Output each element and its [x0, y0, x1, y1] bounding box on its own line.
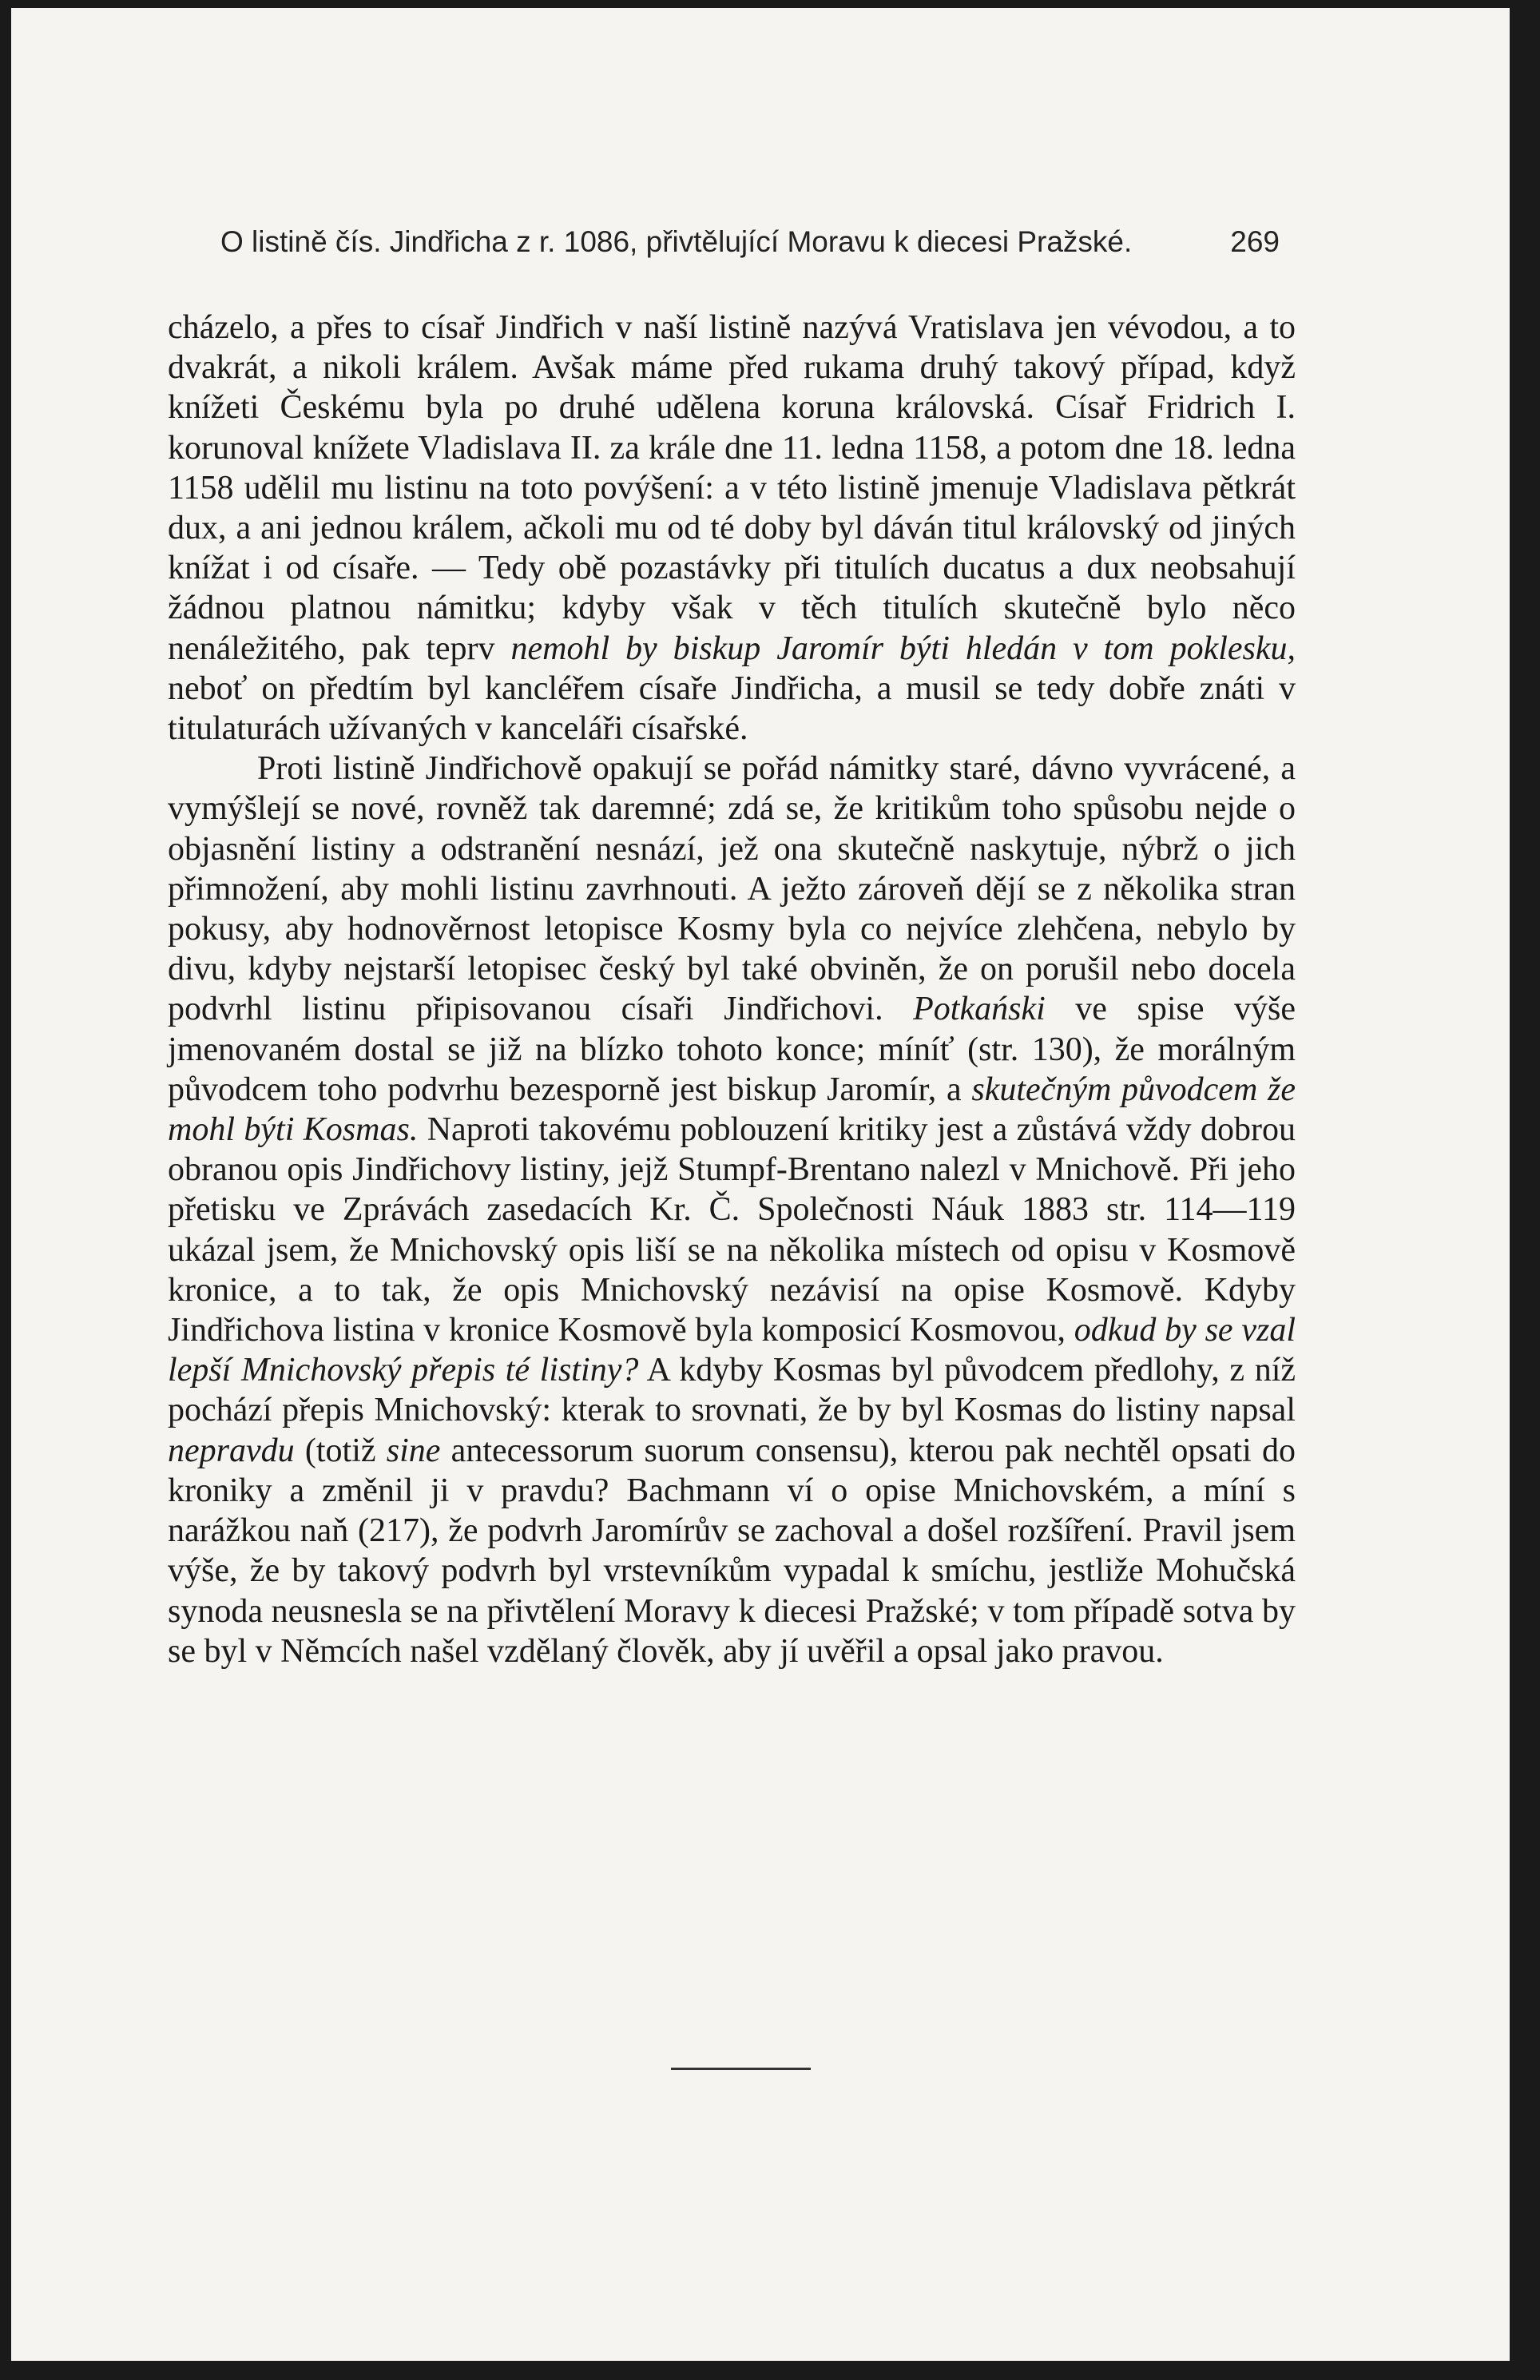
page-number: 269: [1230, 225, 1280, 258]
paragraph-2-italic-2: skutečným původcem že mohl býti Kosmas.: [168, 1071, 1296, 1149]
paragraph-1-text-b: neboť on předtím byl kancléřem císaře Jindřicha, a musil se tedy dobře znáti v titulaturách užívaných v kanceláři císařské.: [168, 669, 1296, 748]
paragraph-2-text-b: ve spise výše jmenovaném dostal se již na blízko tohoto konce; míníť (str. 130), že morálným původcem toho podvrhu bezesporně jest biskup Jaromír, a: [168, 991, 1296, 1108]
end-rule: [671, 2068, 811, 2070]
running-header: [220, 225, 1280, 259]
paragraph-1: [168, 308, 1296, 749]
header-title: O listině čís. Jindřicha z r. 1086, přivtělující Moravu k diecesi Pražské.: [220, 225, 1133, 258]
paragraph-2-text-c: Naproti takovému poblouzení kritiky jest a zůstává vždy dobrou obranou opis Jindřichovy listiny, jejž Stumpf-Brentano nalezl v Mnichově. Při jeho přetisku ve Zprávách zasedacích Kr. Č. Společnosti Náuk 1883 str. 114—119 ukázal jsem, že Mnichovský opis liší se na několika místech od opisu v Kosmově kronice, a to tak, že opis Mnichovský nezávisí na opise Kosmově. Kdyby Jindřichova listina v kronice Kosmově byla komposicí Kosmovou,: [168, 1111, 1296, 1349]
paragraph-2-italic-5: sine: [386, 1432, 441, 1469]
paragraph-2-italic-1: Potkański: [913, 991, 1046, 1028]
paragraph-2-text-d: A kdyby Kosmas byl původcem předlohy, z níž pochází přepis Mnichovský: kterak to srovnati, že by byl Kosmas do listiny napsal: [168, 1352, 1296, 1429]
paragraph-2-text-a: Proti listině Jindřichově opakují se pořád námitky staré, dávno vyvrácené, a vymýšlejí se nové, rovněž tak daremné; zdá se, že kritikům toho spůsobu nejde o objasnění listiny a odstranění nesnází, jež ona skutečně naskytuje, nýbrž o jich přimnožení, aby mohli listinu zavrhnouti. A ježto zároveň dějí se z několika stran pokusy, aby hodnověrnost letopisce Kosmy byla co nejvíce zlehčena, nebylo by divu, kdyby nejstarší letopisec český byl také obviněn, že on porušil nebo docela podvrhl listinu připisovanou císaři Jindřichovi.: [168, 750, 1296, 1028]
paragraph-2-italic-4: nepravdu: [168, 1432, 295, 1469]
paragraph-2: [168, 749, 1296, 1671]
body-text: [168, 308, 1296, 1671]
paragraph-2-italic-3: odkud by se vzal lepší Mnichovský přepis té listiny?: [168, 1312, 1296, 1389]
paragraph-1-italic-1: nemohl by biskup Jaromír býti hledán v tom poklesku,: [510, 630, 1296, 667]
paragraph-1-text-a: cházelo, a přes to císař Jindřich v naší listině nazývá Vratislava jen vévodou, a to dvakrát, a nikoli králem. Avšak máme před rukama druhý takový případ, když knížeti Českému byla po druhé udělena koruna královská. Císař Fridrich I. korunoval knížete Vladislava II. za krále dne 11. ledna 1158, a potom dne 18. ledna 1158 udělil mu listinu na toto povýšení: a v této listině jmenuje Vladislava pětkrát dux, a ani jednou králem, ačkoli mu od té doby byl dáván titul královský od jiných knížat i od císaře. — Tedy obě pozastávky při titulích ducatus a dux neobsahují žádnou platnou námitku; kdyby však v těch titulích skutečně bylo něco nenáležitého, pak teprv: [168, 309, 1296, 667]
paragraph-2-text-f: antecessorum suorum consensu), kterou pak nechtěl opsati do kroniky a změnil ji v pravdu? Bachmann ví o opise Mnichovském, a míní s narážkou naň (217), že podvrh Jaromírův se zachoval a došel rozšíření. Pravil jsem výše, že by takový podvrh byl vrstevníkům vypadal k smíchu, jestliže Mohučská synoda neusnesla se na přivtělení Moravy k diecesi Pražské; v tom případě sotva by se byl v Němcích našel vzdělaný člověk, aby jí uvěřil a opsal jako pravou.: [168, 1432, 1296, 1670]
paragraph-2-text-e: (totiž: [294, 1432, 387, 1469]
